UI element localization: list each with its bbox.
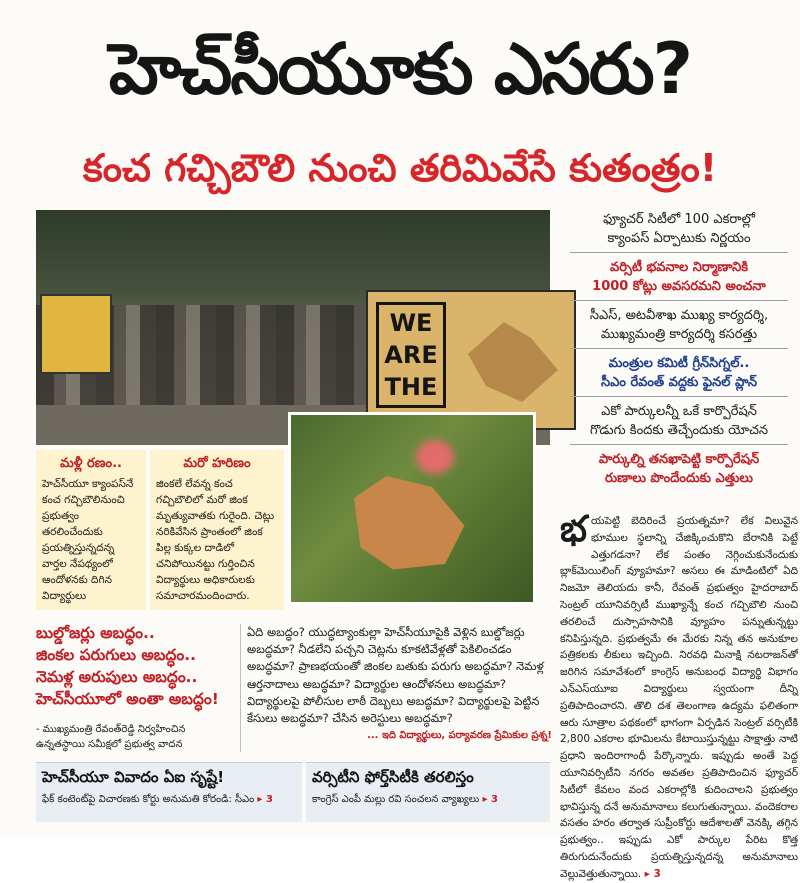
highlight-line: క్యాంపస్ ఏర్పాటుకు నిర్ణయం: [607, 231, 751, 246]
page-ref: 3: [265, 794, 273, 805]
divider: [570, 396, 788, 397]
divider: [570, 252, 788, 253]
page-ref: 3: [653, 867, 661, 880]
subheadline: కంచ గచ్చిబౌలి నుంచి తరిమివేసే కుతంత్రం!: [82, 146, 718, 190]
center-signature: ... ఇది విద్యార్థులు, పర్యావరణ ప్రేమికుల ప్రశ్న!: [367, 730, 552, 742]
caption-text: జింకలే లేవన్న కంచ గచ్చిబౌలిలో మరో జింక మృత్యువాతకు గురైంది. చెట్లు నరికివేసిన ప్రాంతంలో జింక పిల్ల కుక్కల దాడిలో చనిపోయినట్టు గుర్తించిన విద్యార్థులు అధికారులకు సమాచారమందించారు.: [156, 478, 275, 602]
page-ref-arrow: ▸: [644, 867, 654, 880]
footer-text: [36, 791, 302, 809]
footer-text: [306, 791, 550, 809]
divider: [570, 348, 788, 349]
caption-title: మళ్లీ రణం..: [60, 456, 122, 471]
footer-title: హెచ్‌సీయూ వివాదం ఏఐ సృష్టే!: [42, 768, 225, 786]
blur-patch: [416, 440, 454, 474]
sign-text: WE ARE THE: [376, 302, 446, 408]
caption-title: మరో హరిణం: [183, 456, 251, 471]
claim-line: నెమళ్ల అరుపులు అబద్ధం..: [36, 668, 198, 686]
quote-attribution: - ముఖ్యమంత్రి రేవంత్‌రెడ్డి నిర్వహించిన ఉన్నతస్థాయి సమీక్షలో ప్రభుత్వ వాదన: [36, 724, 186, 750]
claim-line: బుల్డోజర్లు అబద్ధం..: [36, 624, 155, 642]
footer-text-content: ఫేక్ కంటెంట్‌పై విచారణకు కోర్టు అనుమతి కోరండి: సీఎం: [42, 794, 255, 805]
caption-box-deer: [150, 450, 284, 610]
claim-line: హెచ్‌సీయూలో అంతా అబద్ధం!: [36, 690, 219, 708]
footer-story-1[interactable]: [36, 762, 302, 822]
protest-sign-big: [366, 290, 576, 430]
page-ref-arrow: ▸: [257, 794, 266, 805]
caption-box-protest: [36, 450, 146, 610]
divider: [570, 444, 788, 445]
article-body: [560, 509, 798, 883]
headline: హెచ్‌సీయూకు ఎసరు?: [108, 28, 692, 110]
highlight-line: గొడుగు కిందకు తెచ్చేందుకు యోచన: [589, 423, 769, 438]
highlight-line: సీఎస్, అటవీశాఖ ముఖ్య కార్యదర్శి,: [589, 308, 769, 323]
fox-illustration: [468, 322, 558, 402]
page-ref-arrow: ▸: [482, 794, 491, 805]
divider: [570, 300, 788, 301]
deer-shape: [341, 465, 471, 575]
deer-photo: [288, 412, 536, 605]
highlight-line: ఎకో పార్కులన్నీ ఒకే కార్పొరేషన్: [601, 404, 757, 419]
footer-text-content: కాంగ్రెస్ ఎంపీ మల్లు రవి సంచలన వ్యాఖ్యలు: [312, 794, 480, 805]
drop-cap: భ: [560, 509, 588, 550]
highlight-line: ఫ్యూచర్ సిటీలో 100 ఎకరాల్లో: [603, 212, 755, 227]
highlight-line: సీఎం రేవంత్ వద్దకు ఫైనల్ ప్లాన్: [600, 375, 758, 390]
center-question-block: [240, 624, 552, 752]
caption-text: హెచ్‌సీయూ క్యాంపస్‌నే కంచ గచ్చిబౌలినుంచి ప్రభుత్వం తరలించేందుకు ప్రయత్నిస్తున్నదన్న వార్తల నేపథ్యంలో ఆందోళనకు దిగిన విద్యార్థులు: [42, 478, 134, 602]
protest-sign-small: [40, 294, 112, 374]
claim-line: జింకల పరుగులు అబద్ధం..: [36, 646, 196, 664]
footer-title: వర్సిటీని ఫోర్త్‌సిటీకి తరలిస్తం: [312, 768, 474, 786]
bulldozer-claims: [36, 622, 236, 710]
highlight-line: మంత్రుల కమిటీ గ్రీన్‌సిగ్నల్..: [608, 356, 750, 371]
body-text: యపెట్టి బెదిరించే ప్రయత్నమా? లేక విలువైన భూముల స్థలాన్ని చేజిక్కించుకొని బేరానికి పెట్టే ఎత్తుగడనా? లేక పంతం నెగ్గించుకునేందుకు బ్లాక్‌మెయిలింగ్ వ్యూహమా? అసలు ఈ మాడింటిలో ఏది నిజమో తెలియదు కానీ, రేవంత్ ప్రభుత్వం హైదరాబాద్ సెంట్రల్ యూనివర్సిటీ ముఖ్యాన్నే కంచ గచ్చిబౌలి నుంచి తరలించే దుస్సాహసానికి వ్యూహం పన్నుతున్నట్టు కనిపిస్తున్నది. ప్రభుత్వమే ఈ మేరకు నిన్న తన అనుకూల పత్రికలకు లీకులు ఇచ్చింది. నిరవధి మినాక్షి నటరాజన్‌తో జరిగిన సమావేశంలో కాంగ్రెస్ అనుబంధ విద్యార్థి విభాగం ఎన్‌ఎస్‌యూఐ విద్యార్థులు స్వయంగా దీన్ని ప్రతిపాదించారని. తొలి దశ తెలంగాణ ఉద్యమ ఫలితంగా ఆరు సూత్రాల పథకంలో భాగంగా ఏర్పడిన సెంట్రల్ వర్సిటీకి 2,800 ఎకరాల భూమిలను కేటాయిస్తున్నట్టు సాక్షాత్తు నాటి ప్రధాని ఇందిరాగాంధీ పేర్కొన్నారు. ఇప్పుడు అంతే పెద్ద యూనివర్సిటీని నగరం అవతల ప్రతిపాదించిన ఫ్యూచర్ సిటీలో కేవలం వంద ఎకరాల్లోకి కుదించాలని ప్రభుత్వం భావిస్తున్న దనే అనుమానాలు కలుగుతున్నాయి. వందెకరాల వసతం హరం తర్వాత సుప్రీంకోర్టు ఆదేశాలతో వెనక్కి తగ్గిన ప్రభుత్వం.. ఇప్పుడు ఎకో పార్కుల పేరిట కొత్త తిరుగుదునేందుకు ప్రయత్నిస్తున్నదన్న అనుమానాలు వెల్లువెత్తుతున్నాయి.: [560, 515, 798, 880]
footer-story-2[interactable]: [306, 762, 550, 822]
center-text: ఏది అబద్ధం? యుద్ధట్యాంకుల్లా హెచ్‌సీయూపైకి వెళ్లిన బుల్డోజర్లు అబద్ధమా? నీడలేని పచ్చని చెట్లను కూకటివేళ్లతో పెకిలించడం అబద్ధమా? ప్రాణభయంతో జింకల బతుకు పరుగు అబద్ధమా? నెమళ్ల ఆర్తనాదాలు అబద్ధమా? విద్యార్థుల ఆందోళనలు అబద్ధమా? విద్యార్థులపై పోలీసుల లాఠీ దెబ్బలు అబద్ధమా? విద్యార్థులపై పెట్టిన కేసులు అబద్ధమా? చేసిన అరెస్టులు అబద్ధమా?: [247, 625, 544, 726]
highlight-line: రుణాలు పొందేందుకు ఎత్తులు: [604, 471, 754, 486]
page-ref: 3: [490, 794, 498, 805]
highlight-line: 1000 కోట్లు అవసరమని అంచనా: [592, 279, 766, 294]
highlight-line: ముఖ్యమంత్రి కార్యదర్శి కసరత్తు: [600, 327, 758, 342]
highlight-line: పార్కుల్ని తనఖాపెట్టి కార్పొరేషన్: [598, 452, 760, 467]
highlight-line: వర్సిటీ భవనాల నిర్మాణానికి: [609, 260, 749, 275]
protest-photo: [36, 210, 550, 445]
